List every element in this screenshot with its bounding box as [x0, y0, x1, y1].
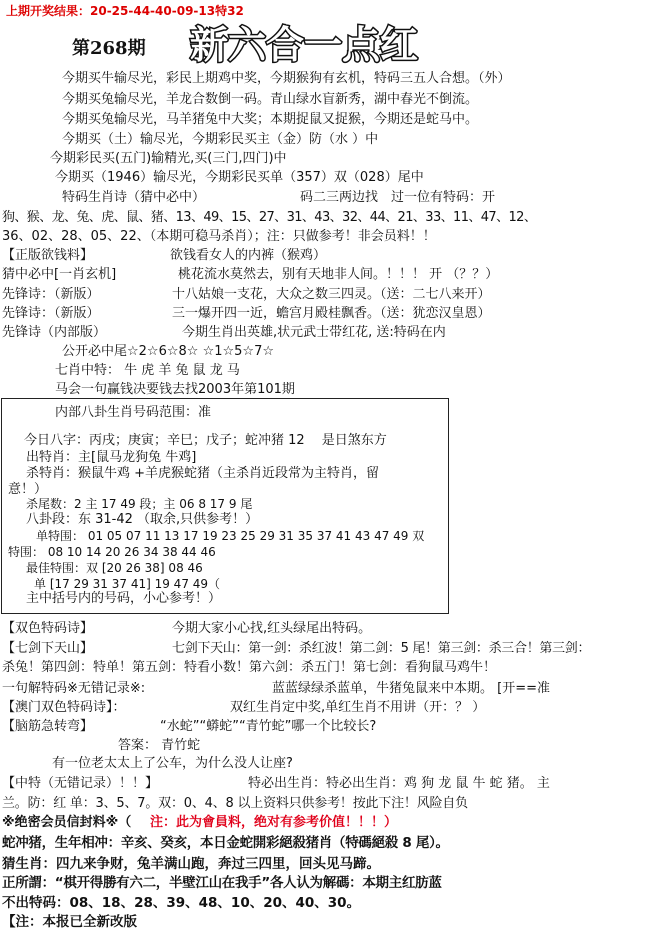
- secret-label: ※绝密会员信封料※（: [2, 815, 132, 830]
- poem-line: 今期买（1946）输尽光，今期彩民买单（357）双（028）尾中: [55, 170, 424, 185]
- logo-text: 新六合一点红: [190, 23, 419, 66]
- box-title: 内部八卦生肖号码范围：准: [55, 405, 212, 420]
- special-list: 狗、猴、龙、兔、虎、鼠、猪、13、49、15、27、31、43、32、44、21、33、11、47、12、: [2, 210, 537, 225]
- aomen-text: 双红生肖定中奖,单红生肖不用讲（开：？ ）: [230, 700, 486, 715]
- shuangse-label: 【双色特码诗】: [2, 621, 94, 636]
- box-shate-cont: 意！）: [8, 482, 48, 497]
- card-label: 先锋诗（内部版）: [2, 325, 107, 340]
- card-text: 三一爆开四一近，蟾宫月殿桂飘香。（送：犹恋汉皇恩）: [172, 306, 491, 321]
- card-label: 先锋诗：（新版）: [2, 306, 100, 321]
- footer-line: 蛇冲猪，生年相冲：辛亥、癸亥，本日金蛇開彩絕殺猪肖（特碼絕殺 8 尾）。: [2, 835, 449, 851]
- footer-line: 【注：本报已全新改版: [2, 914, 137, 930]
- poem-line: 今期彩民买(五门)输精光,买(三门,四门)中: [50, 151, 287, 166]
- naojin-answer: 答案： 青竹蛇: [118, 738, 201, 753]
- box-danb: 单 [17 29 31 37 41] 19 47 49（: [34, 577, 221, 591]
- riddle-line: 有一位老太太上了公车，为什么没人让座?: [52, 756, 293, 771]
- box-chute: 出特肖：主[鼠马龙狗兔 牛鸡]: [26, 450, 197, 465]
- card-label: 先锋诗：（新版）: [2, 287, 100, 302]
- issue-number: 第268期: [72, 38, 146, 59]
- special-note: 36、02、28、05、22、（本期可稳马杀肖）；注：只做参考！非会员料！！: [2, 229, 436, 244]
- zhongte-label: 【中特（无错记录）！！】: [2, 776, 159, 791]
- box-shate: 杀特肖：猴鼠牛鸡 +羊虎猴蛇猪（主杀肖近段常为主特肖，留: [26, 466, 380, 481]
- qijian-label: 【七剑下天山】: [2, 641, 94, 656]
- box-weishu: 杀尾数：2 主 17 49 段；主 06 8 17 9 尾: [26, 497, 253, 511]
- card-label: 猜中必中[一肖玄机]: [2, 267, 117, 282]
- box-note: 主中括号内的号码，小心参考！）: [26, 591, 222, 606]
- card-label: 【正版欲钱料】: [2, 248, 94, 263]
- seven-zodiac: 七肖中特： 牛 虎 羊 兔 鼠 龙 马: [55, 363, 240, 378]
- results-banner: 上期开奖结果：20-25-44-40-09-13特32: [6, 4, 244, 18]
- box-best: 最佳特围：双 [20 26 38] 08 46: [26, 561, 203, 575]
- naojin-text: “水蛇”“蟒蛇”“青竹蛇”哪一个比较长?: [160, 719, 377, 734]
- special-title: 特码生肖诗（猜中必中）: [62, 190, 206, 205]
- aomen-label: 【澳门双色特码诗】：: [2, 700, 126, 715]
- poem-line: 今期买（土）输尽光，今期彩民买主（金）防（水 ）中: [62, 132, 379, 147]
- footer-line: 正所謂：“棋开得勝有六二，半壁江山在我手”各人认为解碼：本期主红肪蓝: [2, 875, 442, 891]
- zhongte-text-cont: 兰。防：红 单：3、5、7。双：0、4、8 以上资料只供参考！按此下注！风险自负: [2, 796, 468, 811]
- tail-line: 公开必中尾☆2☆6☆8☆ ☆1☆5☆7☆: [62, 344, 274, 359]
- footer-line: 不出特码：08、18、28、39、48、10、20、40、30。: [2, 895, 361, 911]
- poem-line: 今期买兔输尽光，羊龙合数倒一码。青山绿水盲新秀，湖中春光不倒流。: [62, 92, 479, 107]
- shuangse-text: 今期大家小心找,红头绿尾出特码。: [172, 621, 372, 636]
- mahui-line: 马会一句赢钱决要钱去找2003年第101期: [55, 382, 295, 397]
- box-bazi: 今日八字：丙戌；庚寅；辛巳；戊子；蛇冲猪 12 是日煞东方: [24, 433, 387, 448]
- box-dan: 单特围： 01 05 07 11 13 17 19 23 25 29 31 35 37 41 43 47 49 双: [36, 529, 425, 543]
- zhongte-text: 特必出生肖：特必出生肖：鸡 狗 龙 鼠 牛 蛇 猪。 主: [248, 776, 550, 791]
- yiju-label: 一句解特码※无错记录※:: [2, 681, 146, 696]
- card-text: 今期生肖出英雄,状元武士带红花, 送:特码在内: [182, 325, 446, 340]
- naojin-label: 【脑筋急转弯】: [2, 719, 94, 734]
- yiju-text: 蓝蓝绿绿杀蓝单，牛猪兔鼠来中本期。 [开==准: [272, 681, 550, 696]
- card-text: 欲钱看女人的内裤（猴鸡）: [170, 248, 327, 263]
- box-bagua: 八卦段：东 31-42 （取余,只供参考！）: [26, 512, 259, 527]
- poem-line: 今期买兔输尽光，马羊猪兔中大奖；本期捉鼠又捉猴，今期还是蛇马中。: [62, 112, 479, 127]
- qijian-text: 七剑下天山：第一剑：杀红波！第二剑：5 尾！第三剑：杀三合！第三剑：: [172, 641, 591, 656]
- secret-note: 注：此为會員料，绝对有参考价值！！！）: [150, 815, 398, 830]
- special-hint: 码二三两边找 过一位有特码：开: [300, 190, 496, 205]
- card-text: 桃花流水莫然去，别有天地非人间。！！！ 开 （？？）: [178, 267, 499, 282]
- box-dan-cont: 特围： 08 10 14 20 26 34 38 44 46: [8, 545, 216, 559]
- footer-line: 猜生肖：四九来争财，兔羊满山跑，奔过三四里，回头见马蹄。: [2, 856, 380, 872]
- card-text: 十八姑娘一支花，大众之数三四灵。（送：二七八来开）: [172, 287, 491, 302]
- qijian-text-cont: 杀兔！第四剑：特单！第五剑：特看小数！第六剑：杀五门！第七剑：看狗鼠马鸡牛！: [2, 660, 497, 675]
- poem-line: 今期买牛输尽光，彩民上期鸡中奖，今期猴狗有玄机，特码三五人合想。（外）: [62, 71, 511, 86]
- logo: [188, 20, 468, 66]
